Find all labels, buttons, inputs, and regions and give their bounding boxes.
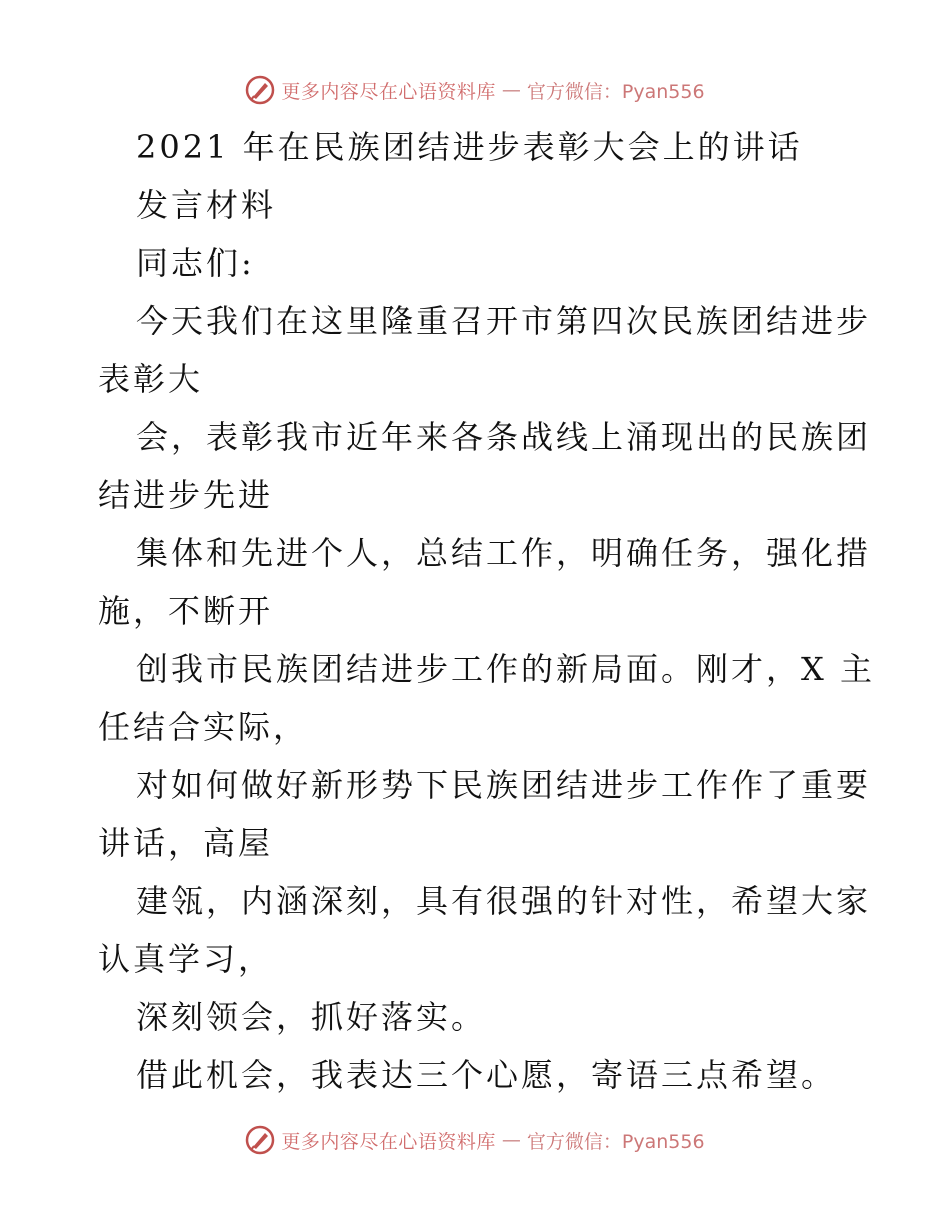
document-line: 创我市民族团结进步工作的新局面。刚才，X 主 bbox=[136, 650, 875, 688]
watermark-separator: — bbox=[501, 1129, 521, 1151]
document-line: 表彰大 bbox=[98, 360, 204, 398]
document-line: 今天我们在这里隆重召开市第四次民族团结进步 bbox=[136, 302, 872, 340]
watermark-text: 更多内容尽在心语资料库 bbox=[281, 80, 496, 103]
document-line: 施，不断开 bbox=[98, 592, 274, 630]
document-line: 讲话，高屋 bbox=[98, 824, 274, 862]
quill-pen-icon bbox=[245, 75, 275, 105]
watermark-wechat: 官方微信：Pyan556 bbox=[526, 80, 705, 103]
quill-pen-icon bbox=[245, 1125, 275, 1155]
document-line: 建瓴，内涵深刻，具有很强的针对性，希望大家 bbox=[136, 882, 872, 920]
document-line: 对如何做好新形势下民族团结进步工作作了重要 bbox=[136, 766, 872, 804]
footer-watermark-banner bbox=[0, 1120, 950, 1160]
document-line: 深刻领会，抓好落实。 bbox=[136, 998, 487, 1036]
document-line: 会，表彰我市近年来各条战线上涌现出的民族团 bbox=[136, 418, 872, 456]
document-line: 任结合实际， bbox=[98, 708, 309, 746]
document-line: 结进步先进 bbox=[98, 476, 274, 514]
document-line: 借此机会，我表达三个心愿，寄语三点希望。 bbox=[136, 1056, 837, 1094]
document-line: 2021 年在民族团结进步表彰大会上的讲话 bbox=[136, 128, 803, 166]
watermark-separator: — bbox=[501, 79, 521, 101]
header-watermark-banner bbox=[0, 70, 950, 110]
document-body bbox=[98, 118, 875, 1104]
watermark-text: 更多内容尽在心语资料库 bbox=[281, 1130, 496, 1153]
watermark-wechat: 官方微信：Pyan556 bbox=[526, 1130, 705, 1153]
document-line: 集体和先进个人，总结工作，明确任务，强化措 bbox=[136, 534, 872, 572]
document-line: 认真学习， bbox=[98, 940, 274, 978]
document-line: 同志们: bbox=[136, 244, 255, 282]
document-line: 发言材料 bbox=[136, 186, 277, 224]
